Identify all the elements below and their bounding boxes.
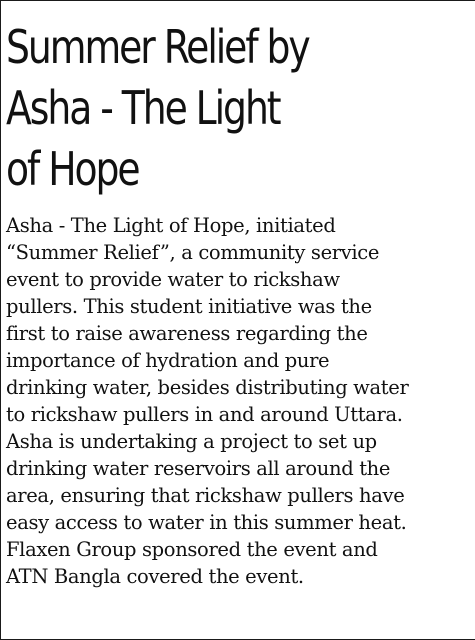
body-line: ATN Bangla covered the event. <box>6 565 304 588</box>
body-line: importance of hydration and pure <box>6 349 330 372</box>
body-line: event to provide water to rickshaw <box>6 268 340 291</box>
article-body <box>6 212 471 590</box>
headline-line: Summer Relief by <box>6 20 309 74</box>
body-line: drinking water, besides distributing water <box>6 376 409 399</box>
body-line: Asha - The Light of Hope, initiated <box>6 214 336 237</box>
headline-line: Asha - The Light <box>6 81 280 135</box>
body-line: first to raise awareness regarding the <box>6 322 368 345</box>
body-line: Flaxen Group sponsored the event and <box>6 538 378 561</box>
headline-line: of Hope <box>6 142 139 196</box>
body-line: drinking water reservoirs all around the <box>6 457 391 480</box>
body-line: “Summer Relief”, a community service <box>6 241 380 264</box>
body-line: area, ensuring that rickshaw pullers have <box>6 484 405 507</box>
body-line: Asha is undertaking a project to set up <box>6 430 377 453</box>
article-headline <box>6 17 350 200</box>
body-line: easy access to water in this summer heat. <box>6 511 407 534</box>
body-line: pullers. This student initiative was the <box>6 295 372 318</box>
body-line: to rickshaw pullers in and around Uttara. <box>6 403 403 426</box>
